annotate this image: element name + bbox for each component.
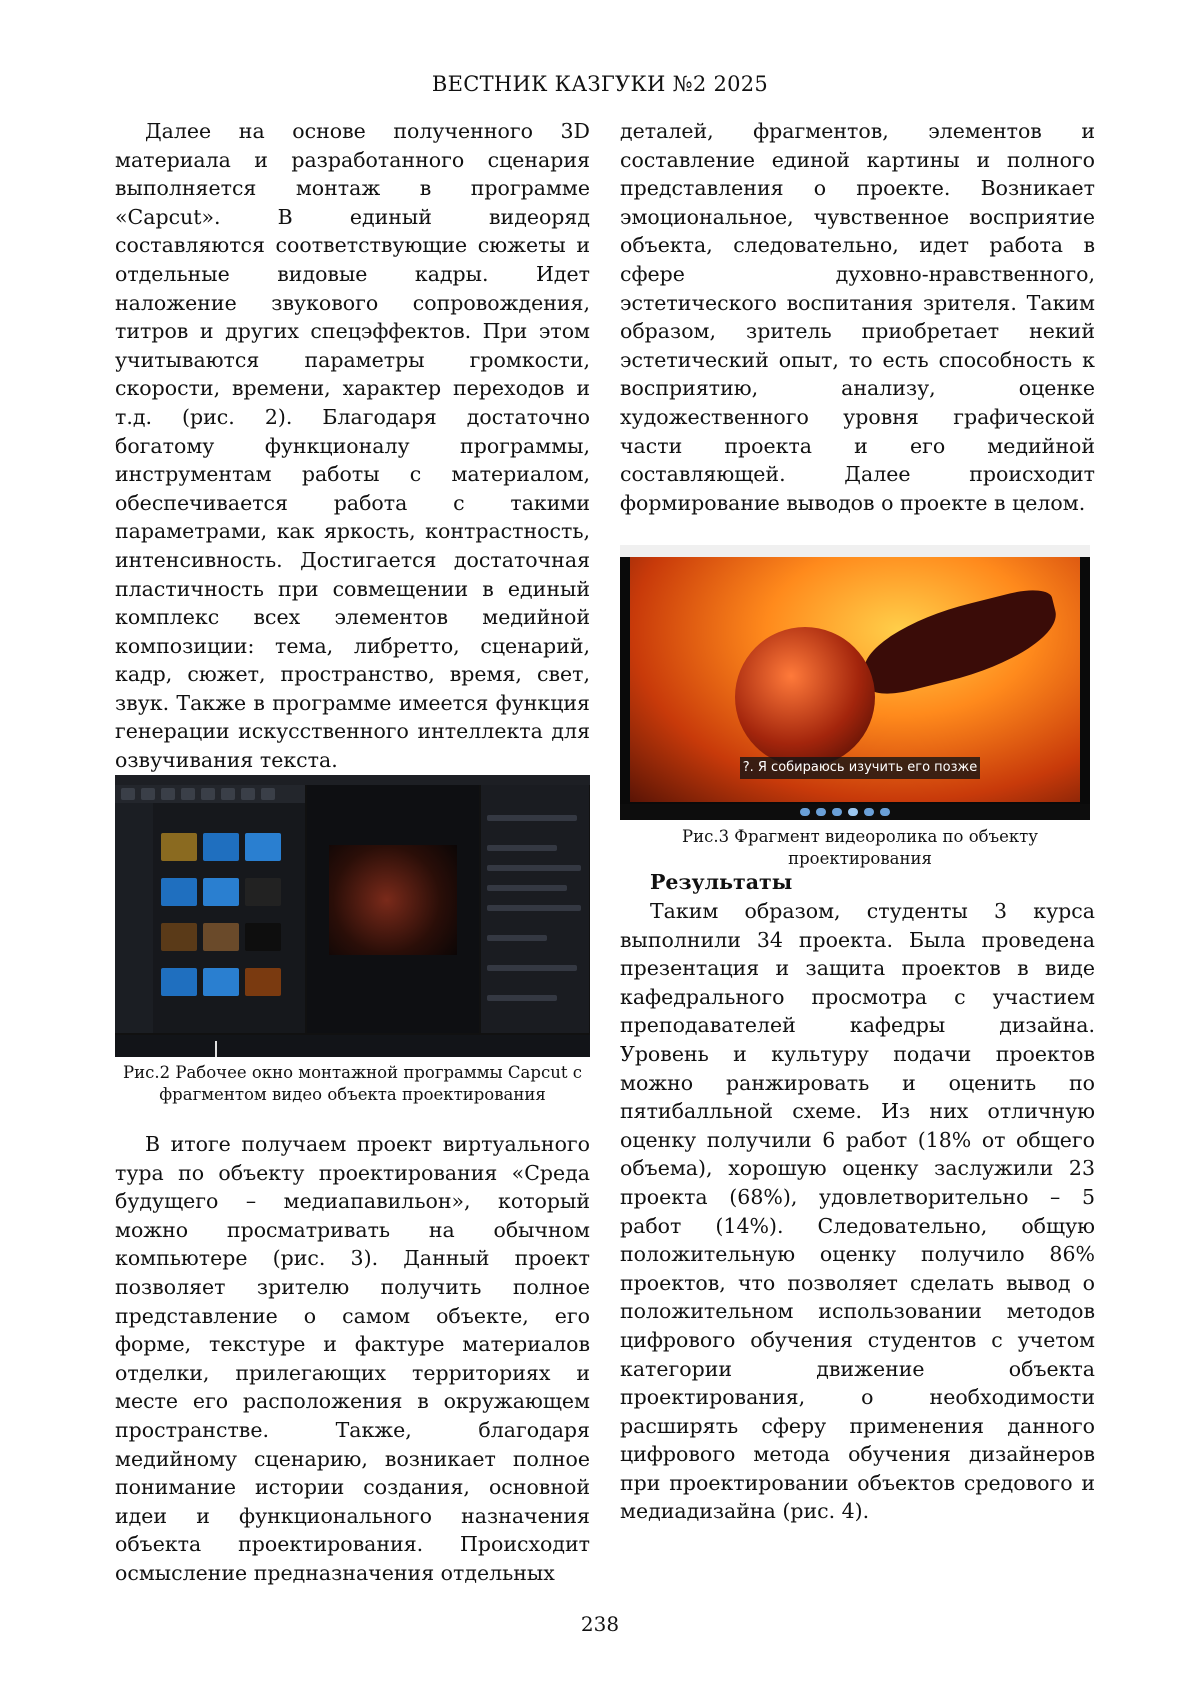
left-paragraph-1: Далее на основе полученного 3D материала и разработанного сценария выполняется монтаж в программе «Capcut». В единый видеоряд составляются соответствующие сюжеты и отдельные видовые кадры. Идет наложение звукового сопровождения, титров и других спецэффектов. При этом учитываются параметры громкости, скорости, времени, характер переходов и т.д. (рис. 2). Благодаря достаточно богатому функционалу программы, инструментам работы с материалом, обеспечивается работа с такими параметрами, как яркость, контрастность, интенсивность. Достигается достаточная пластичность при совмещении в единый комплекс всех элементов медийной композиции: тема, либретто, сценарий, кадр, сюжет, пространство, время, свет, звук. Также в программе имеется функция генерации искусственного интеллекта для озвучивания текста. bbox=[115, 119, 590, 773]
right-column bbox=[620, 117, 1095, 517]
journal-header: ВЕСТНИК КАЗГУКИ №2 2025 bbox=[431, 72, 769, 96]
player-window-bar bbox=[620, 545, 1090, 557]
planet-sphere bbox=[735, 627, 875, 767]
figure-2-capcut-screenshot bbox=[115, 775, 590, 1057]
left-column bbox=[115, 117, 590, 775]
figure-2-caption: Рис.2 Рабочее окно монтажной программы Capcut с фрагментом видео объекта проектирования bbox=[123, 1063, 582, 1104]
creature-shape bbox=[855, 584, 1066, 700]
player-video-frame bbox=[329, 845, 457, 955]
capcut-titlebar bbox=[115, 775, 590, 785]
video-subtitle: ?. Я собираюсь изучить его позже bbox=[740, 757, 980, 779]
right-paragraph-2: Таким образом, студенты 3 курса выполнили 34 проекта. Была проведена презентация и защита проектов в виде кафедрального просмотра с участием преподавателей кафедры дизайна. Уровень и культуру подачи проектов можно ранжировать и оценить по пятибалльной схеме. Из них отличную оценку получили 6 работ (18% от общего объема), хорошую оценку заслужили 23 проекта (68%), удовлетворительно – 5 работ (14%). Следовательно, общую положительную оценку получило 86% проектов, что позволяет сделать вывод о положительном использовании методов цифрового обучения студентов с учетом категории движение объекта проектирования, о необходимости расширять сферу применения данного цифрового метода обучения дизайнеров при проектировании объектов средового и медиадизайна (рис. 4). bbox=[620, 899, 1095, 1524]
capcut-toolbar bbox=[115, 785, 305, 803]
capcut-timeline bbox=[115, 1035, 590, 1057]
figure-3-caption: Рис.3 Фрагмент видеоролика по объекту проектирования bbox=[681, 827, 1038, 868]
right-paragraph-1: деталей, фрагментов, элементов и составление единой картины и полного представления о проекте. Возникает эмоциональное, чувственное восприятие объекта, следовательно, идет работа в сфере духовно-нравственного, эстетического воспитания зрителя. Таким образом, зритель приобретает некий эстетический опыт, то есть способность к восприятию, анализу, оценке художественного уровня графической части проекта и его медийной составляющей. Далее происходит формирование выводов о проекте в целом. bbox=[620, 119, 1095, 515]
capcut-media-sidebar bbox=[115, 803, 153, 1033]
video-scene bbox=[630, 557, 1080, 802]
capcut-properties-panel bbox=[481, 785, 589, 1033]
left-column-bottom bbox=[115, 1130, 590, 1588]
page-number: 238 bbox=[580, 1612, 620, 1636]
player-controls bbox=[620, 804, 1090, 820]
left-paragraph-2: В итоге получаем проект виртуального тура по объекту проектирования «Среда будущего – медиапавильон», который можно просматривать на обычном компьютере (рис. 3). Данный проект позволяет зрителю получить полное представление о самом объекте, его форме, текстуре и фактуре материалов отделки, прилегающих территориях и месте его расположения в окружающем пространстве. Также, благодаря медийному сценарию, возникает полное понимание истории создания, основной идеи и функционального назначения объекта проектирования. Происходит осмысление предназначения отдельных bbox=[115, 1132, 590, 1585]
section-heading-results: Результаты bbox=[650, 870, 793, 894]
capcut-player bbox=[307, 785, 479, 1033]
figure-3-video-still bbox=[620, 545, 1090, 820]
right-column-bottom bbox=[620, 897, 1095, 1526]
